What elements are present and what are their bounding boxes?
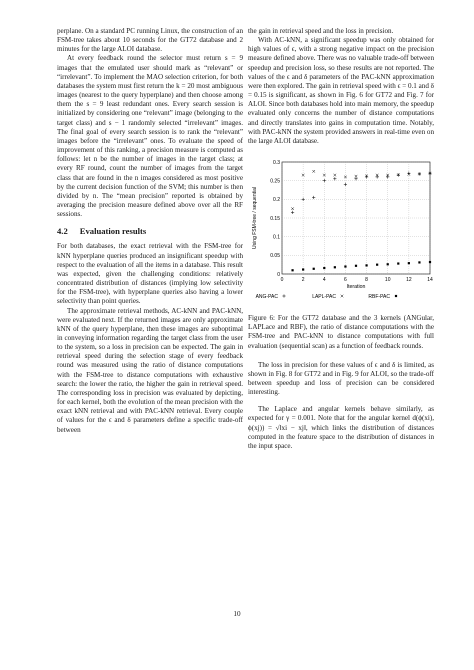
paragraph: At every feedback round the selector must return s = 9 images that the emulated user should mark as “relevant” or “irrelevant”. To implement the MAO selection criterion, for both databases the system must first return the k = 20 most ambiguous images (nearest to the query hyperplane) and then choose among them the s = 9 least redundant ones. Every search session is initialized by considering one “relevant” image (belonging to the target class) and s − 1 randomly selected “irrelevant” images. The final goal of every search session is to rank the “relevant” images before the “irrelevant” ones. To evaluate the speed of improvement of this ranking, a precision measure is computed as follows: let n be the number of images in the target class; at every RF round, count the number of images from the target class that are found in the n images considered as most positive by the current decision function of the SVM; this number is then divided by n. The “mean precision” reported is obtained by averaging the precision measure defined above over all the RF sessions. (57, 54, 243, 219)
data-point-rbf-pac (313, 268, 315, 270)
data-point-rbf-pac (344, 265, 346, 267)
y-tick-label: 0.1 (273, 234, 280, 241)
data-point-lapl-pac (312, 170, 315, 173)
x-tick-label: 0 (280, 277, 284, 284)
page-number: 10 (233, 610, 241, 618)
data-point-lapl-pac (334, 174, 337, 177)
data-point-rbf-pac (334, 266, 336, 268)
left-column (57, 27, 243, 435)
data-point-ang-pac (323, 179, 326, 182)
y-axis-label: Using FSM-tree / sequential (252, 187, 258, 250)
x-tick-label: 8 (365, 277, 368, 284)
y-tick-label: 0.3 (273, 159, 280, 166)
x-tick-label: 12 (406, 277, 412, 284)
data-point-ang-pac (344, 183, 347, 186)
data-point-ang-pac (386, 175, 389, 178)
paragraph: perplane. On a standard PC running Linux, the construction of an FSM-tree takes about 10 seconds for the GT72 database and 2 minutes for the large ALOI database. (57, 27, 243, 54)
data-point-rbf-pac (408, 262, 410, 264)
data-point-lapl-pac (291, 207, 294, 210)
data-point-rbf-pac (323, 267, 325, 269)
data-point-rbf-pac (291, 269, 293, 271)
data-point-rbf-pac (355, 265, 357, 267)
paragraph: The approximate retrieval methods, AC-kNN and PAC-kNN, were evaluated next. If the returned images are only approximate kNN of the query hyperplane, then these images are suboptimal in conveying information regarding the target class from the user to the system, so a loss in precision can be expected. The gain in retrieval speed during the selection stage of every feedback round was measured using the ratio of distance computations with the FSM-tree to distance computations with exhaustive search: the lower the ratio, the higher the gain in retrieval speed. The corresponding loss in precision was evaluated by depicting, for each kernel, both the evolution of the mean precision with the exact kNN retrieval and with PAC-kNN retrieval. Every couple of values for the ϵ and δ parameters define a specific trade-off between (57, 306, 243, 434)
data-point-rbf-pac (365, 264, 367, 266)
legend-label-lapl-pac: LAPL-PAC (312, 293, 336, 300)
data-point-rbf-pac (387, 263, 389, 265)
data-point-rbf-pac (429, 261, 431, 263)
legend-marker-ang-pac (282, 294, 285, 297)
legend-label-ang-pac: ANG-PAC (255, 293, 278, 300)
x-tick-label: 2 (301, 277, 305, 284)
paragraph: The loss in precision for these values of ϵ and δ is limited, as shown in Fig. 8 for GT72 and in Fig. 9 for ALOI, so the trade-off between speedup and loss of precision can be considered interesting. (248, 360, 434, 397)
data-point-ang-pac (354, 177, 357, 180)
y-tick-label: 0.05 (270, 253, 280, 260)
data-point-ang-pac (312, 196, 315, 199)
data-point-ang-pac (397, 173, 400, 176)
data-point-ang-pac (376, 175, 379, 178)
section-number: 4.2 (57, 226, 68, 237)
data-point-ang-pac (291, 211, 294, 214)
section-title: Evaluation results (79, 226, 147, 237)
speedup-chart (248, 158, 434, 310)
data-point-rbf-pac (397, 262, 399, 264)
y-tick-label: 0.25 (270, 178, 280, 185)
figure-caption: Figure 6: For the GT72 database and the 3 kernels (ANGular, LAPLace and RBF), the ratio of distance computations with the FSM-tree and PAC-kNN to distance computations with full evaluation (sequential scan) as a function of feedback rounds. (248, 314, 434, 350)
data-point-rbf-pac (418, 261, 420, 263)
data-point-ang-pac (302, 198, 305, 201)
x-tick-label: 10 (384, 277, 391, 284)
x-tick-label: 6 (344, 277, 347, 284)
paragraph: The Laplace and angular kernels behave similarly, as expected for γ = 0.001. Note that for the angular kernel d(ϕ(xi), ϕ(xj)) = √‖xi − xj‖, which links the distribution of distances computed in the feature space to the distribution of distances in the input space. (248, 405, 434, 450)
data-point-rbf-pac (302, 268, 304, 270)
data-point-rbf-pac (376, 264, 378, 266)
paragraph: For both databases, the exact retrieval with the FSM-tree for kNN hyperplane queries produced an insignificant speedup with respect to the evaluation of all the items in a database. This result was expected, given the challenging conditions: relatively concentrated distribution of distances (implying low selectivity for the FSM-tree), with hyperplane queries also having a lower selectivity than point queries. (57, 242, 243, 306)
paragraph: the gain in retrieval speed and the loss in precision. (248, 27, 394, 35)
data-point-ang-pac (333, 177, 336, 180)
legend-marker-rbf-pac (395, 295, 397, 297)
x-tick-label: 14 (427, 277, 433, 284)
y-tick-label: 0.15 (270, 215, 280, 222)
data-point-lapl-pac (355, 175, 358, 178)
figure-6 (248, 158, 434, 310)
paragraph: With AC-kNN, a significant speedup was only obtained for high values of ϵ, with a strong negative impact on the precision measure defined above. There was no valuable trade-off between speedup and precision loss, so these results are not reported. The values of the ϵ and δ parameters of the PAC-kNN approximation were then explored. The gain in retrieval speed with ϵ = 0.1 and δ = 0.15 is significant, as shown in Fig. 6 for GT72 and Fig. 7 for ALOI. Since both databases hold into main memory, the speedup evaluated only concerns the number of distance computations and directly translates into gains in computation time. Notably, with PAC-kNN the system provided answers in real-time even on the large ALOI database. (248, 36, 434, 145)
legend-marker-lapl-pac (341, 295, 344, 298)
section-heading (57, 227, 243, 236)
y-tick-label: 0.2 (273, 197, 280, 204)
legend-label-rbf-pac: RBF-PAC (368, 293, 390, 300)
x-tick-label: 4 (322, 277, 326, 284)
right-column (248, 27, 434, 451)
y-tick-label: 0 (277, 271, 280, 278)
x-axis-label: Iteration (346, 284, 366, 291)
